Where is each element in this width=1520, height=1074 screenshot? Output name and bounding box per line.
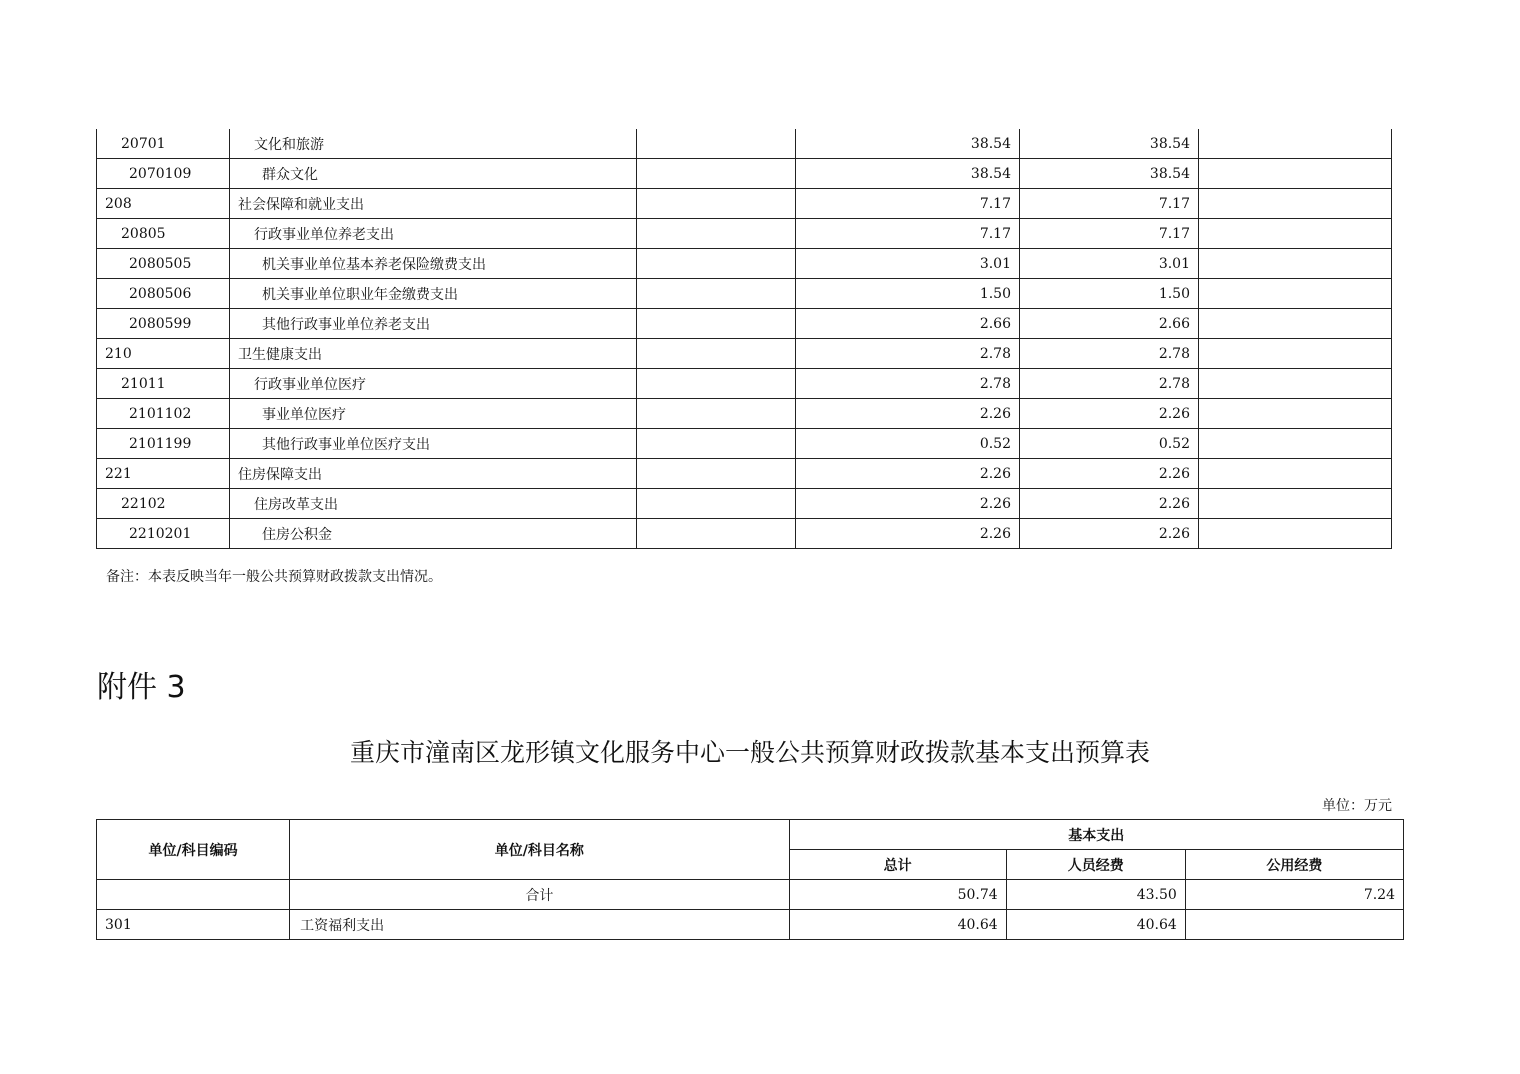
table-row <box>97 910 1404 940</box>
row-code: 2101102 <box>97 399 230 429</box>
table-note: 备注：本表反映当年一般公共预算财政拨款支出情况。 <box>106 569 442 585</box>
row-code: 2101199 <box>97 429 230 459</box>
table-row <box>97 519 1392 549</box>
summary-row <box>97 880 1404 910</box>
row-name: 住房保障支出 <box>230 459 637 489</box>
row-code: 20805 <box>97 219 230 249</box>
summary-public: 7.24 <box>1185 880 1403 910</box>
header-name: 单位/科目名称 <box>290 820 789 880</box>
row-total: 2.26 <box>796 459 1020 489</box>
row-basic: 38.54 <box>1020 129 1199 159</box>
row-total: 2.26 <box>796 399 1020 429</box>
row-project <box>1199 369 1392 399</box>
row-total: 7.17 <box>796 219 1020 249</box>
row-blank <box>637 189 796 219</box>
row-basic: 2.26 <box>1020 459 1199 489</box>
row-code: 210 <box>97 339 230 369</box>
row-name: 机关事业单位基本养老保险缴费支出 <box>230 249 637 279</box>
header-total: 总计 <box>789 850 1006 880</box>
row-name: 其他行政事业单位医疗支出 <box>230 429 637 459</box>
row-basic: 7.17 <box>1020 189 1199 219</box>
table-row <box>97 279 1392 309</box>
row-blank <box>637 249 796 279</box>
row-project <box>1199 249 1392 279</box>
row-code: 2210201 <box>97 519 230 549</box>
row-blank <box>637 309 796 339</box>
row-total: 2.78 <box>796 339 1020 369</box>
row-name: 文化和旅游 <box>230 129 637 159</box>
row-total: 7.17 <box>796 189 1020 219</box>
row-project <box>1199 519 1392 549</box>
row-blank <box>637 159 796 189</box>
row-name: 工资福利支出 <box>290 910 789 940</box>
row-code: 2070109 <box>97 159 230 189</box>
header-personnel: 人员经费 <box>1006 850 1185 880</box>
row-total: 1.50 <box>796 279 1020 309</box>
expenditure-table-body <box>97 129 1392 549</box>
row-project <box>1199 219 1392 249</box>
row-name: 群众文化 <box>230 159 637 189</box>
row-basic: 0.52 <box>1020 429 1199 459</box>
row-basic: 2.78 <box>1020 339 1199 369</box>
table-row <box>97 429 1392 459</box>
basic-expenditure-body <box>97 910 1404 940</box>
row-project <box>1199 489 1392 519</box>
table-row <box>97 489 1392 519</box>
row-total: 2.78 <box>796 369 1020 399</box>
row-basic: 2.66 <box>1020 309 1199 339</box>
row-blank <box>637 129 796 159</box>
row-basic: 2.26 <box>1020 399 1199 429</box>
row-name: 住房改革支出 <box>230 489 637 519</box>
summary-personnel: 43.50 <box>1006 880 1185 910</box>
row-basic: 7.17 <box>1020 219 1199 249</box>
table-row <box>97 249 1392 279</box>
row-name: 机关事业单位职业年金缴费支出 <box>230 279 637 309</box>
table-row <box>97 309 1392 339</box>
row-name: 行政事业单位养老支出 <box>230 219 637 249</box>
table-row <box>97 219 1392 249</box>
row-name: 其他行政事业单位养老支出 <box>230 309 637 339</box>
row-project <box>1199 459 1392 489</box>
header-public: 公用经费 <box>1185 850 1403 880</box>
row-total: 0.52 <box>796 429 1020 459</box>
row-code: 2080505 <box>97 249 230 279</box>
header-basic-expenditure: 基本支出 <box>789 820 1403 850</box>
row-total: 2.26 <box>796 519 1020 549</box>
row-total: 3.01 <box>796 249 1020 279</box>
row-project <box>1199 189 1392 219</box>
row-blank <box>637 339 796 369</box>
row-blank <box>637 399 796 429</box>
row-blank <box>637 459 796 489</box>
table-row <box>97 159 1392 189</box>
summary-name: 合计 <box>290 880 789 910</box>
row-name: 卫生健康支出 <box>230 339 637 369</box>
row-total: 2.26 <box>796 489 1020 519</box>
row-blank <box>637 519 796 549</box>
row-name: 住房公积金 <box>230 519 637 549</box>
row-total: 38.54 <box>796 159 1020 189</box>
row-basic: 2.26 <box>1020 489 1199 519</box>
row-code: 301 <box>97 910 290 940</box>
table-row <box>97 369 1392 399</box>
row-total: 2.66 <box>796 309 1020 339</box>
row-basic: 2.26 <box>1020 519 1199 549</box>
row-blank <box>637 369 796 399</box>
row-basic: 38.54 <box>1020 159 1199 189</box>
attachment-label: 附件 3 <box>97 670 186 705</box>
row-project <box>1199 279 1392 309</box>
row-code: 221 <box>97 459 230 489</box>
row-blank <box>637 429 796 459</box>
row-total: 40.64 <box>789 910 1006 940</box>
row-code: 21011 <box>97 369 230 399</box>
row-project <box>1199 159 1392 189</box>
row-project <box>1199 339 1392 369</box>
row-personnel: 40.64 <box>1006 910 1185 940</box>
row-project <box>1199 399 1392 429</box>
header-code: 单位/科目编码 <box>97 820 290 880</box>
row-basic: 3.01 <box>1020 249 1199 279</box>
row-name: 事业单位医疗 <box>230 399 637 429</box>
row-code: 2080506 <box>97 279 230 309</box>
row-code: 22102 <box>97 489 230 519</box>
table-row <box>97 399 1392 429</box>
basic-expenditure-table <box>96 819 1404 940</box>
row-blank <box>637 489 796 519</box>
row-code: 208 <box>97 189 230 219</box>
table-row <box>97 339 1392 369</box>
row-name: 社会保障和就业支出 <box>230 189 637 219</box>
expenditure-table <box>96 129 1392 549</box>
unit-label: 单位：万元 <box>1322 798 1392 814</box>
summary-code <box>97 880 290 910</box>
row-project <box>1199 429 1392 459</box>
row-name: 行政事业单位医疗 <box>230 369 637 399</box>
table-title: 重庆市潼南区龙形镇文化服务中心一般公共预算财政拨款基本支出预算表 <box>349 738 1150 767</box>
row-code: 20701 <box>97 129 230 159</box>
row-blank <box>637 279 796 309</box>
row-basic: 1.50 <box>1020 279 1199 309</box>
row-basic: 2.78 <box>1020 369 1199 399</box>
row-code: 2080599 <box>97 309 230 339</box>
row-public <box>1185 910 1403 940</box>
summary-total: 50.74 <box>789 880 1006 910</box>
table-row <box>97 459 1392 489</box>
row-blank <box>637 219 796 249</box>
row-project <box>1199 129 1392 159</box>
row-project <box>1199 309 1392 339</box>
table-row <box>97 129 1392 159</box>
table-row <box>97 189 1392 219</box>
row-total: 38.54 <box>796 129 1020 159</box>
